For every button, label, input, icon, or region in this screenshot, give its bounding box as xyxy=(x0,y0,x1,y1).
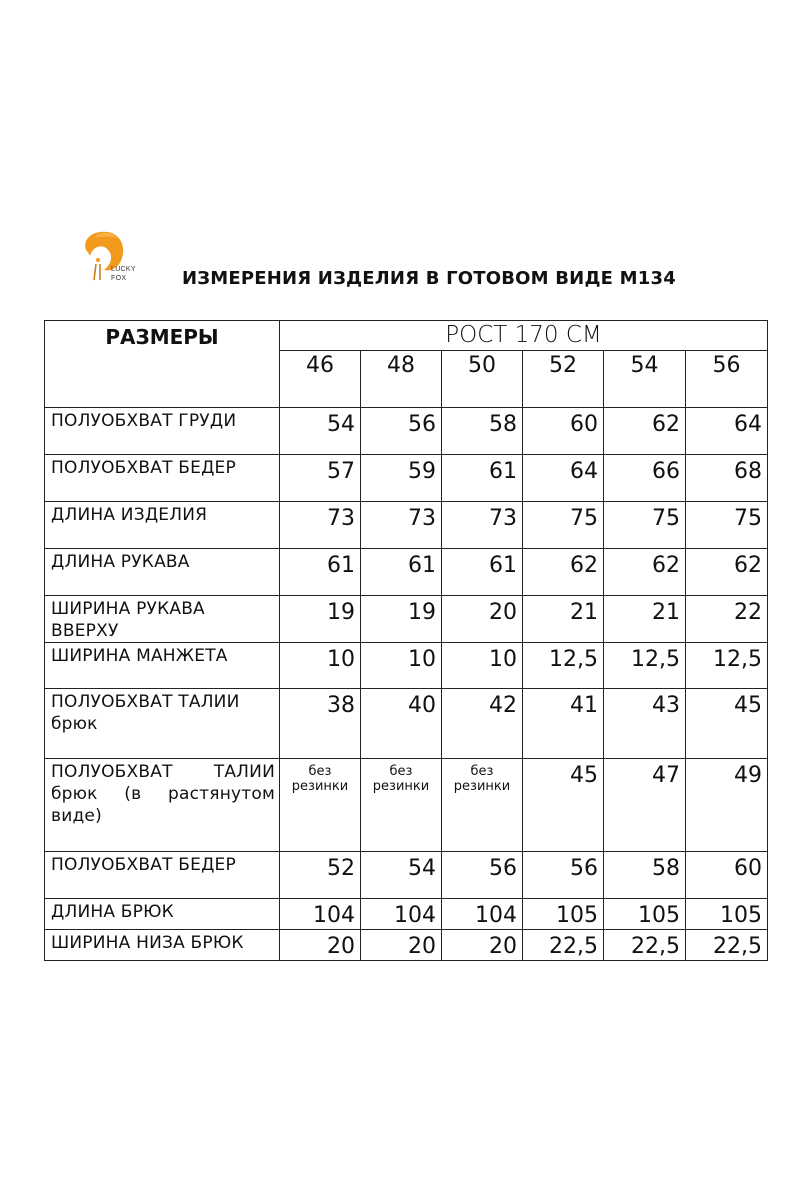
value-cell: 58 xyxy=(442,408,523,455)
value-cell: без резинки xyxy=(361,759,442,852)
measurement-rows xyxy=(45,408,768,961)
value-cell: 20 xyxy=(442,596,523,643)
value-cell: 61 xyxy=(361,549,442,596)
row-label: ДЛИНА БРЮК xyxy=(45,899,280,930)
value-cell: 54 xyxy=(361,852,442,899)
value-cell: 105 xyxy=(686,899,768,930)
value-cell: 12,5 xyxy=(523,643,604,689)
header-sizes-label: РАЗМЕРЫ xyxy=(45,321,280,408)
brand-logo xyxy=(78,228,148,290)
value-cell: 75 xyxy=(604,502,686,549)
value-cell: 45 xyxy=(686,689,768,759)
table-row xyxy=(45,689,768,759)
value-cell: 73 xyxy=(361,502,442,549)
value-cell: 58 xyxy=(604,852,686,899)
value-cell: 10 xyxy=(361,643,442,689)
value-cell: 73 xyxy=(442,502,523,549)
value-cell: 64 xyxy=(686,408,768,455)
table-row xyxy=(45,596,768,643)
value-cell: 22,5 xyxy=(604,930,686,961)
row-label: ПОЛУОБХВАТ БЕДЕР xyxy=(45,852,280,899)
row-label: ШИРИНА РУКАВА ВВЕРХУ xyxy=(45,596,280,643)
value-cell: 22,5 xyxy=(523,930,604,961)
value-cell: 49 xyxy=(686,759,768,852)
value-cell: 41 xyxy=(523,689,604,759)
value-cell: 105 xyxy=(523,899,604,930)
size-header-cell: 52 xyxy=(523,351,604,408)
value-cell: 60 xyxy=(686,852,768,899)
value-cell: 57 xyxy=(280,455,361,502)
value-cell: 64 xyxy=(523,455,604,502)
value-cell: 19 xyxy=(361,596,442,643)
value-cell: 62 xyxy=(686,549,768,596)
value-cell: 20 xyxy=(361,930,442,961)
value-cell: 12,5 xyxy=(686,643,768,689)
value-cell: 75 xyxy=(686,502,768,549)
value-cell: 104 xyxy=(361,899,442,930)
row-label: ПОЛУОБХВАТ ГРУДИ xyxy=(45,408,280,455)
value-cell: 60 xyxy=(523,408,604,455)
value-cell: 40 xyxy=(361,689,442,759)
value-cell: 62 xyxy=(604,408,686,455)
value-cell: 12,5 xyxy=(604,643,686,689)
value-cell: 54 xyxy=(280,408,361,455)
value-cell: 61 xyxy=(280,549,361,596)
value-cell: 56 xyxy=(361,408,442,455)
table-row xyxy=(45,899,768,930)
value-cell: 20 xyxy=(280,930,361,961)
value-cell: 21 xyxy=(604,596,686,643)
row-label: ПОЛУОБХВАТ ТАЛИИ брюк xyxy=(45,689,280,759)
size-chart-table xyxy=(44,320,768,961)
row-label: ШИРИНА МАНЖЕТА xyxy=(45,643,280,689)
value-cell: 38 xyxy=(280,689,361,759)
size-header-cell: 50 xyxy=(442,351,523,408)
value-cell: 56 xyxy=(523,852,604,899)
height-group-header: РОСТ 170 СМ xyxy=(280,321,768,351)
value-cell: 75 xyxy=(523,502,604,549)
row-label: ДЛИНА ИЗДЕЛИЯ xyxy=(45,502,280,549)
table-row xyxy=(45,455,768,502)
row-label: ДЛИНА РУКАВА xyxy=(45,549,280,596)
value-cell: 62 xyxy=(604,549,686,596)
value-cell: 68 xyxy=(686,455,768,502)
size-header-cell: 56 xyxy=(686,351,768,408)
row-label: ШИРИНА НИЗА БРЮК xyxy=(45,930,280,961)
value-cell: 22 xyxy=(686,596,768,643)
row-label: ПОЛУОБХВАТ БЕДЕР xyxy=(45,455,280,502)
value-cell: 22,5 xyxy=(686,930,768,961)
value-cell: 21 xyxy=(523,596,604,643)
value-cell: 56 xyxy=(442,852,523,899)
size-header-cell: 54 xyxy=(604,351,686,408)
document-title: ИЗМЕРЕНИЯ ИЗДЕЛИЯ В ГОТОВОМ ВИДЕ М134 xyxy=(182,268,676,289)
value-cell: 10 xyxy=(280,643,361,689)
table-row xyxy=(45,408,768,455)
table-row xyxy=(45,549,768,596)
table-row xyxy=(45,502,768,549)
value-cell: без резинки xyxy=(442,759,523,852)
value-cell: 52 xyxy=(280,852,361,899)
value-cell: без резинки xyxy=(280,759,361,852)
size-header-cell: 48 xyxy=(361,351,442,408)
size-header-cell: 46 xyxy=(280,351,361,408)
row-label: ПОЛУОБХВАТ ТАЛИИ брюк (в растянутом виде) xyxy=(45,759,280,852)
value-cell: 43 xyxy=(604,689,686,759)
value-cell: 73 xyxy=(280,502,361,549)
value-cell: 66 xyxy=(604,455,686,502)
value-cell: 42 xyxy=(442,689,523,759)
value-cell: 61 xyxy=(442,455,523,502)
value-cell: 105 xyxy=(604,899,686,930)
table-row xyxy=(45,643,768,689)
logo-text-lucky: LUCKY xyxy=(111,266,136,273)
table-row xyxy=(45,852,768,899)
value-cell: 62 xyxy=(523,549,604,596)
value-cell: 19 xyxy=(280,596,361,643)
value-cell: 61 xyxy=(442,549,523,596)
table-row xyxy=(45,759,768,852)
value-cell: 45 xyxy=(523,759,604,852)
table-row xyxy=(45,930,768,961)
value-cell: 104 xyxy=(442,899,523,930)
value-cell: 47 xyxy=(604,759,686,852)
value-cell: 59 xyxy=(361,455,442,502)
value-cell: 20 xyxy=(442,930,523,961)
value-cell: 10 xyxy=(442,643,523,689)
value-cell: 104 xyxy=(280,899,361,930)
logo-text-fox: FOX xyxy=(111,275,127,282)
